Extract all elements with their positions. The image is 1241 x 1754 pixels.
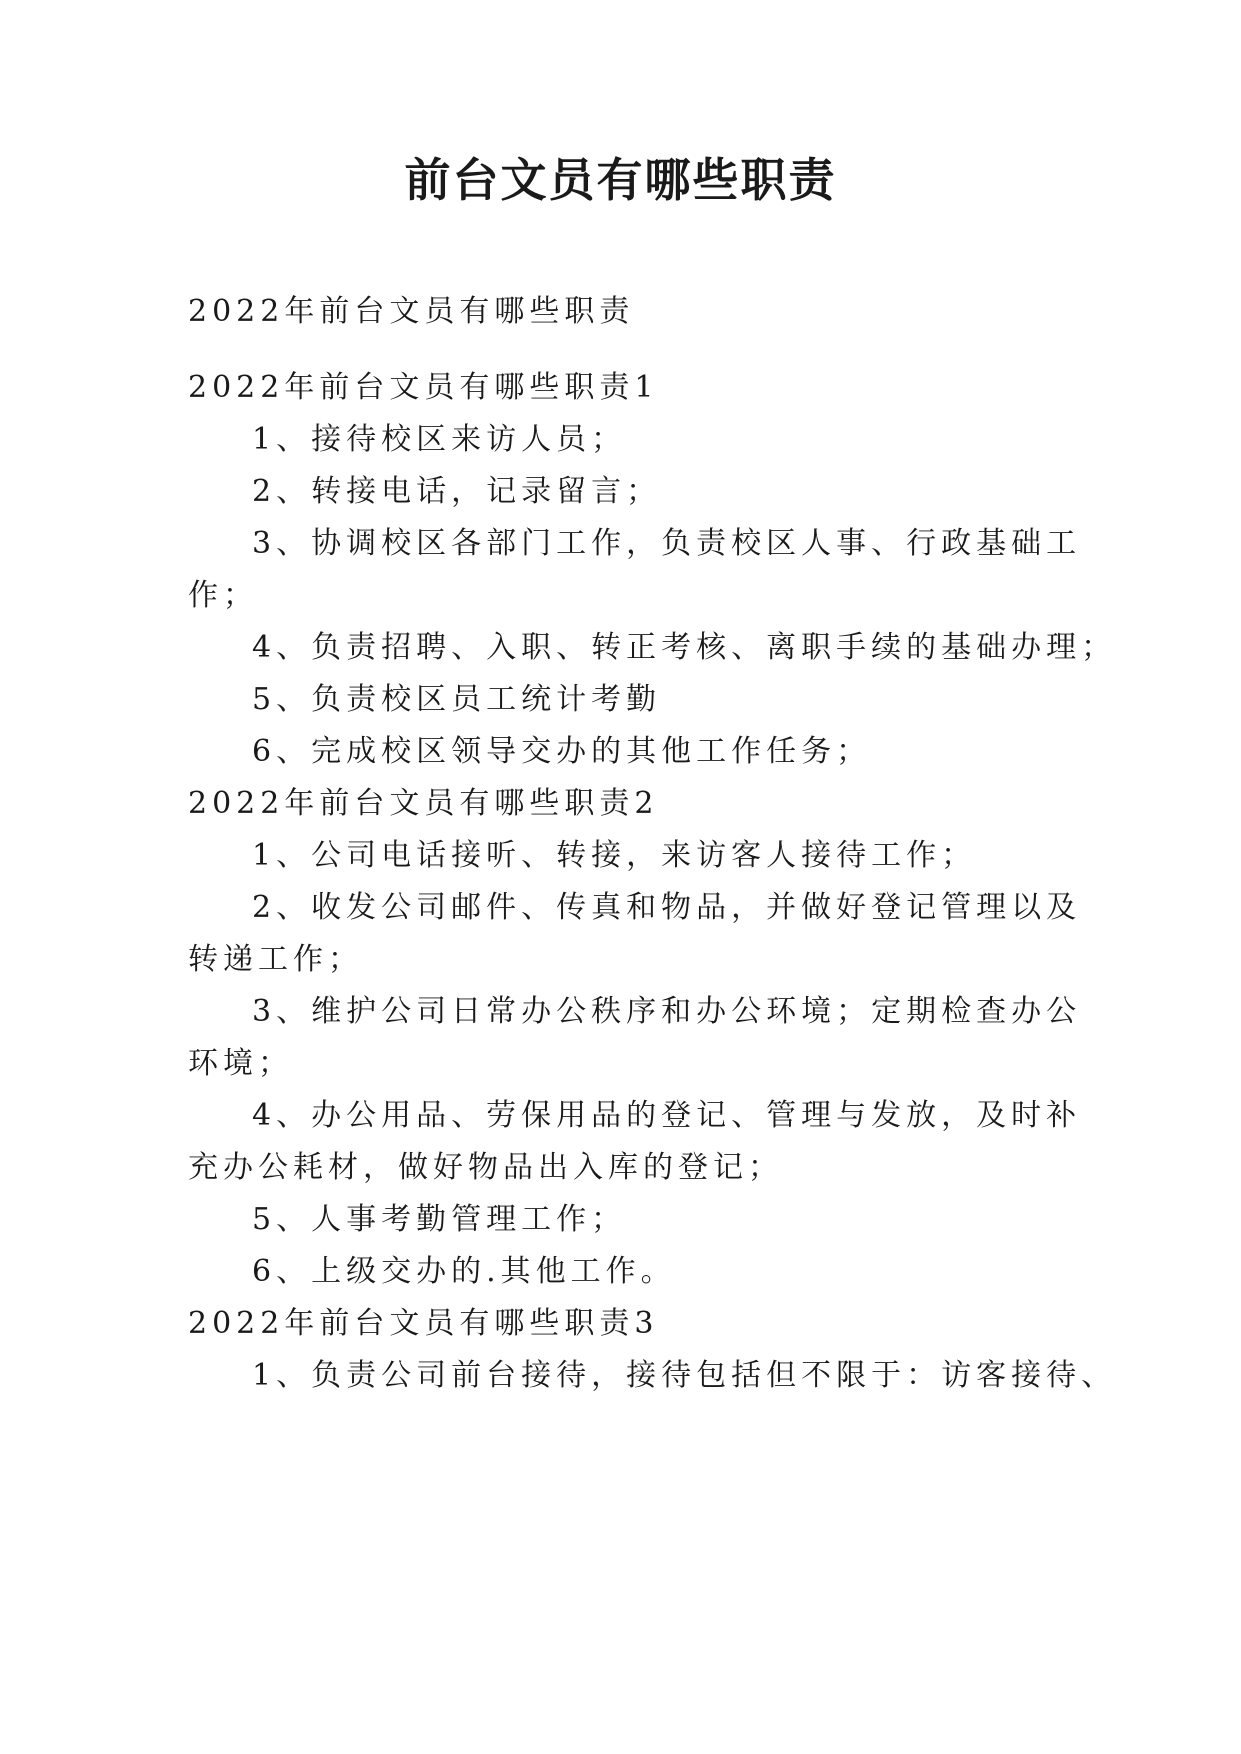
list-item: 2、转接电话，记录留言； — [252, 474, 662, 509]
section-heading: 2022年前台文员有哪些职责3 — [188, 1306, 659, 1341]
list-item: 6、上级交办的.其他工作。 — [252, 1254, 676, 1289]
list-item-continuation: 充办公耗材，做好物品出入库的登记； — [188, 1150, 783, 1185]
section-heading: 2022年前台文员有哪些职责2 — [188, 786, 659, 821]
list-item: 4、办公用品、劳保用品的登记、管理与发放，及时补 — [252, 1098, 1082, 1133]
document-subtitle: 2022年前台文员有哪些职责 — [188, 294, 635, 329]
list-item: 1、公司电话接听、转接，来访客人接待工作； — [252, 838, 977, 873]
list-item: 1、接待校区来访人员； — [252, 422, 627, 457]
list-item: 6、完成校区领导交办的其他工作任务； — [252, 734, 872, 769]
list-item: 3、维护公司日常办公秩序和办公环境；定期检查办公 — [252, 994, 1082, 1029]
list-item: 3、协调校区各部门工作，负责校区人事、行政基础工 — [252, 526, 1082, 561]
list-item: 2、收发公司邮件、传真和物品，并做好登记管理以及 — [252, 890, 1082, 925]
document-title: 前台文员有哪些职责 — [404, 153, 837, 207]
list-item-continuation: 作； — [188, 578, 258, 613]
list-item: 5、人事考勤管理工作； — [252, 1202, 627, 1237]
section-heading: 2022年前台文员有哪些职责1 — [188, 370, 659, 405]
list-item-continuation: 转递工作； — [188, 942, 363, 977]
list-item: 4、负责招聘、入职、转正考核、离职手续的基础办理； — [252, 630, 1117, 665]
list-item: 5、负责校区员工统计考勤 — [252, 682, 662, 717]
list-item: 1、负责公司前台接待，接待包括但不限于：访客接待、 — [252, 1358, 1117, 1393]
list-item-continuation: 环境； — [188, 1046, 293, 1081]
